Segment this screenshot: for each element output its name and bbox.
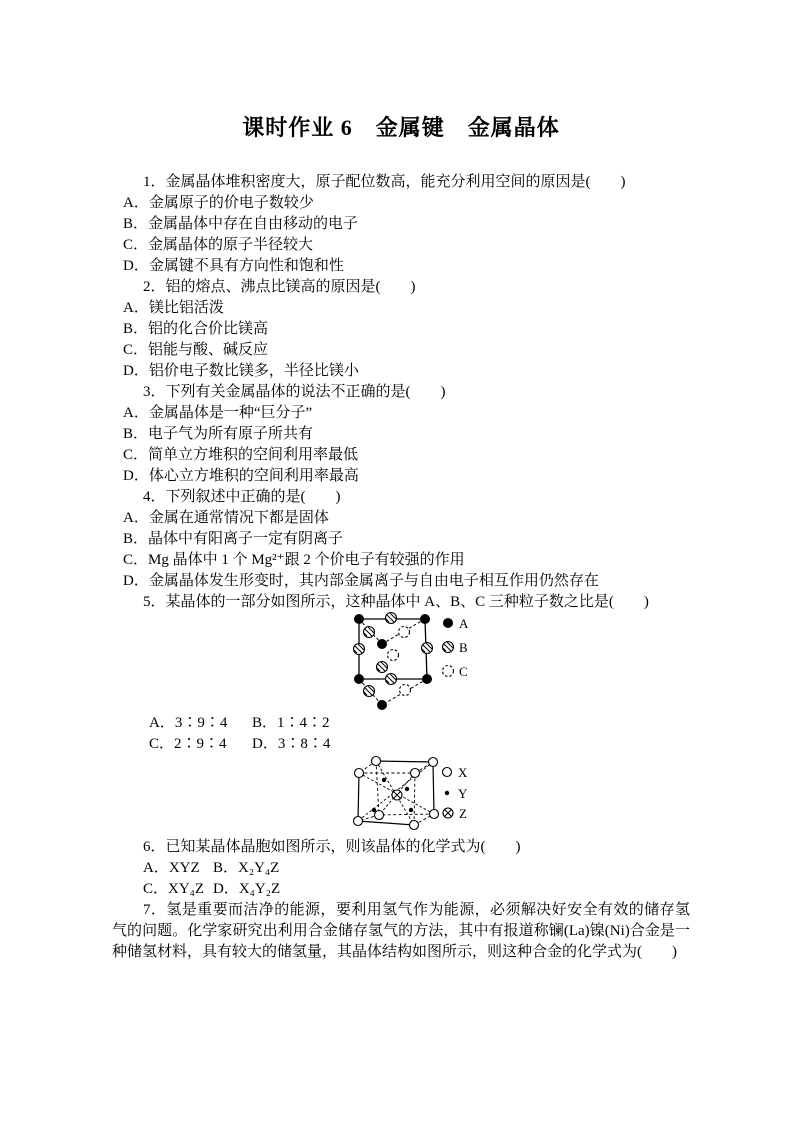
particle-y-icon — [445, 791, 449, 795]
question-6-option-row-2 — [112, 879, 690, 900]
question-1-option-a: A．金属原子的价电子数较少 — [123, 195, 314, 211]
legend-x-label: X — [458, 765, 468, 780]
question-6-option-d: D．X₄Y₂Z — [213, 881, 281, 897]
question-6-option-a: A．XYZ — [143, 860, 200, 876]
question-2-option-d: D．铝价电子数比镁多，半径比镁小 — [123, 363, 359, 379]
question-2-stem: 2．铝的熔点、沸点比镁高的原因是( ) — [143, 279, 416, 295]
question-5-option-row-2 — [112, 734, 690, 755]
q6-unit-cell-drawing — [352, 755, 502, 837]
question-4-option-b: B．晶体中有阳离子一定有阴离子 — [123, 531, 344, 547]
q6-figure-legend — [443, 765, 469, 821]
question-6-option-c: C．XY₄Z — [143, 881, 205, 897]
legend-c-label: C — [459, 664, 468, 679]
question-1-stem: 1．金属晶体堆积密度大，原子配位数高，能充分利用空间的原因是( ) — [143, 174, 626, 190]
question-1-option-b: B．金属晶体中存在自由移动的电子 — [123, 216, 359, 232]
question-6-stem: 6．已知某晶体晶胞如图所示，则该晶体的化学式为( ) — [143, 839, 521, 855]
question-5-stem: 5．某晶体的一部分如图所示，这种晶体中 A、B、C 三种粒子数之比是( ) — [143, 594, 649, 610]
particle-c-icon — [443, 666, 454, 677]
question-3-option-c: C．简单立方堆积的空间利用率最低 — [123, 447, 359, 463]
question-3-option-a: A．金属晶体是一种“巨分子” — [123, 405, 313, 421]
question-4-option-d: D．金属晶体发生形变时，其内部金属离子与自由电子相互作用仍然存在 — [123, 573, 599, 589]
q5-crystal-structure-figure — [342, 613, 690, 713]
legend-a-label: A — [459, 616, 469, 631]
particle-z-icon — [443, 808, 453, 818]
question-6-option-row-1 — [112, 858, 690, 879]
z-particle — [392, 790, 402, 800]
question-2-option-a: A．镁比铝活泼 — [123, 300, 224, 316]
question-7-stem: 7．氢是重要而洁净的能源，要利用氢气作为能源，必须解决好安全有效的储存氢气的问题。化学家研究出利用合金储存氢气的方法，其中有报道称镧(La)镍(Ni)合金是一种储氢材料，具有较大的储氢量，其晶体结构如图所示，则这种合金的化学式为( ) — [112, 902, 690, 960]
legend-b-label: B — [459, 640, 468, 655]
question-4-stem: 4．下列叙述中正确的是( ) — [143, 489, 341, 505]
particle-a-icon — [443, 618, 453, 628]
question-5-option-c: C．2∶9∶4 — [149, 736, 227, 752]
q6-unit-cell-figure — [352, 755, 690, 837]
question-5-option-row-1 — [112, 713, 690, 734]
legend-z-label: Z — [459, 806, 467, 821]
q5-figure-legend — [443, 616, 470, 679]
particle-x-icon — [443, 768, 452, 777]
question-4-option-a: A．金属在通常情况下都是固体 — [123, 510, 329, 526]
particle-b-icon — [443, 642, 454, 653]
question-4-option-c: C．Mg 晶体中 1 个 Mg²⁺跟 2 个价电子有较强的作用 — [123, 552, 465, 568]
legend-y-label: Y — [458, 786, 468, 801]
question-1-option-d: D．金属键不具有方向性和饱和性 — [123, 258, 344, 274]
question-5-option-a: A．3∶9∶4 — [149, 715, 228, 731]
question-2-option-b: B．铝的化合价比镁高 — [123, 321, 269, 337]
question-5-option-d: D．3∶8∶4 — [252, 736, 331, 752]
question-3-stem: 3．下列有关金属晶体的说法不正确的是( ) — [143, 384, 446, 400]
question-6-option-b: B．X₂Y₄Z — [213, 860, 280, 876]
q5-unit-cell-drawing — [342, 613, 492, 713]
question-3-option-d: D．体心立方堆积的空间利用率最高 — [123, 468, 359, 484]
page-title: 课时作业 6 金属键 金属晶体 — [242, 115, 560, 140]
question-2-option-c: C．铝能与酸、碱反应 — [123, 342, 269, 358]
c-particles — [388, 627, 411, 696]
question-3-option-b: B．电子气为所有原子所共有 — [123, 426, 314, 442]
question-1-option-c: C．金属晶体的原子半径较大 — [123, 237, 314, 253]
question-5-option-b: B．1∶4∶2 — [252, 715, 330, 731]
